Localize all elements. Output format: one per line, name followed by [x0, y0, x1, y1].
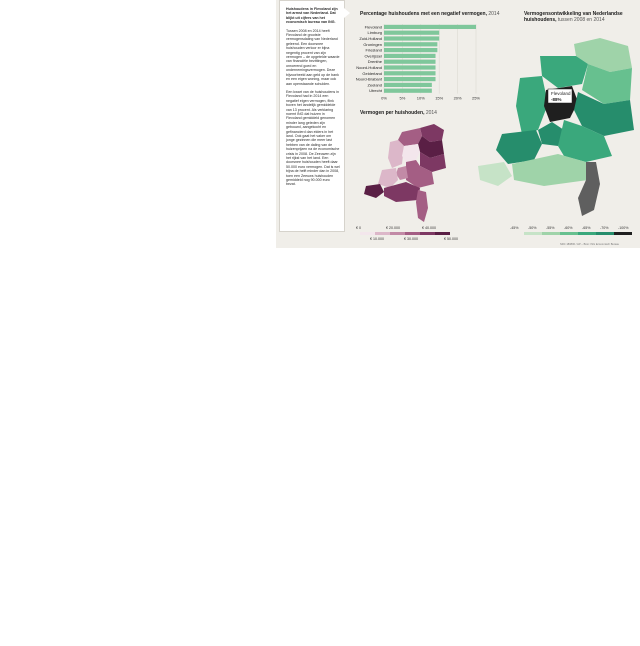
wealth-swatch-4 — [405, 232, 420, 235]
region-utrecht — [396, 166, 408, 180]
bar-gelderland — [384, 71, 436, 75]
change-legend-label: -55% — [546, 226, 555, 230]
change-legend-labels — [510, 226, 636, 230]
change-swatch-5 — [596, 232, 614, 235]
change-swatch-6 — [614, 232, 632, 235]
x-tick-label: 20% — [453, 95, 462, 101]
wealth-legend-label-50000: € 50.000 — [444, 237, 458, 241]
x-tick-label: 0% — [381, 95, 387, 101]
wealth-legend-label-0: € 0 — [356, 226, 361, 230]
bar-noord-brabant — [384, 77, 436, 81]
change-region-friesland — [540, 56, 588, 88]
region-noord-holland — [388, 140, 404, 168]
category-label: Utrecht — [369, 88, 382, 94]
x-tick-label: 25% — [471, 95, 481, 101]
category-label: Noord-Brabant — [355, 76, 382, 82]
change-legend-label: -70% — [600, 226, 609, 230]
wealth-legend-label-40000: € 40.000 — [422, 226, 436, 230]
change-legend-label: -50% — [528, 226, 537, 230]
category-label: Friesland — [365, 47, 382, 53]
change-map — [478, 34, 638, 224]
change-legend-scale — [524, 232, 632, 235]
category-label: Gelderland — [362, 70, 382, 76]
bar-noord-holland — [384, 65, 436, 69]
bar-limburg — [384, 31, 439, 35]
change-swatch-4 — [578, 232, 596, 235]
category-label: Noord-Holland — [356, 65, 382, 70]
callout-name: Flevoland — [551, 91, 571, 96]
wealth-map — [362, 118, 457, 226]
bar-zeeland — [384, 83, 432, 87]
wealth-legend-label-10000: € 10.000 — [370, 237, 384, 241]
sidebar-paragraph-2: Een kwart van de huishoudens in Flevoland had in 2014 een negatief eigen vermogen, flink boven het landelijk gemiddelde van 13 procent. Als verklaring noemt ING dat huizen in Flevoland gemiddeld genomen minder lang geleden zijn gebouwd, aangekocht en gefinancierd dan elders in het land. Ook gaat het vaker om jonge gezinnen die meer last hebben van de daling van de huizenprijzen na de economische crisis in 2008. De Zeeuwen zijn het rijkst van het land. Een doorsnee huishouden heeft daar 50.000 euro vermogen. Dat is wel bijna de helft minder dan in 2008, toen een Zeeuws huishouden gemiddeld nog 90.000 euro bezat. — [286, 89, 340, 187]
region-zeeland — [364, 184, 384, 198]
category-label: Groningen — [363, 41, 382, 47]
category-label: Zuid-Holland — [359, 36, 382, 41]
bar-zuid-holland — [384, 36, 439, 40]
change-map-title: Vermogensontwikkeling van Nederlandse huishoudens, tussen 2008 en 2014 — [524, 11, 623, 23]
change-legend-label: -100% — [618, 226, 629, 230]
sidebar-paragraph-1: Tussen 2008 en 2014 heeft Flevoland de grootste vermogensdaling van Nederland geleend. Een doorsnee huishouden verloor er bijna negentig procent van zijn vermogen – de opgetelde waarde van financiële bezittingen, onroerend goed en ondernemingsvermogen. Deze bijvoorbeeld aan geld op de bank en een eigen woning, maar ook aan openstaande schulden. — [286, 28, 340, 86]
wealth-swatch-2 — [375, 232, 390, 235]
category-label: Flevoland — [364, 24, 382, 30]
change-legend-label: -60% — [564, 226, 573, 230]
change-legend-label: -65% — [582, 226, 591, 230]
article-sidebar — [279, 0, 345, 232]
change-swatch-2 — [542, 232, 560, 235]
wealth-swatch-1 — [360, 232, 375, 235]
bar-chart-title: Percentage huishoudens met een negatief vermogen, 2014 — [360, 11, 500, 17]
change-legend — [510, 226, 636, 240]
change-map-regions — [478, 38, 634, 216]
x-tick-label: 5% — [399, 95, 406, 101]
bar-friesland — [384, 48, 437, 52]
wealth-legend-label-20000: € 20.000 — [386, 226, 400, 230]
bar-groningen — [384, 42, 437, 46]
category-label: Drenthe — [367, 59, 382, 65]
category-label: Limburg — [367, 30, 382, 36]
callout-value: -88% — [551, 97, 562, 102]
x-tick-label: 10% — [416, 95, 425, 101]
category-label: Zeeland — [367, 82, 382, 88]
region-flevoland — [402, 144, 420, 162]
x-tick-label: 15% — [435, 95, 444, 101]
wealth-swatch-3 — [390, 232, 405, 235]
wealth-swatch-5 — [420, 232, 435, 235]
bar-drenthe — [384, 60, 436, 64]
wealth-legend-label-30000: € 30.000 — [404, 237, 418, 241]
category-label: Overijssel — [364, 53, 382, 59]
sidebar-pointer — [344, 8, 350, 18]
source-credit: NRC 180806 / HP – Bron: ING Economisch Bureau — [560, 243, 620, 246]
bar-flevoland — [384, 25, 476, 29]
flevoland-callout — [548, 89, 572, 103]
bar-overijssel — [384, 54, 436, 58]
bar-chart — [340, 20, 490, 105]
sidebar-lead: Huishoudens in Flevoland zijn het armst van Nederland. Dat blijkt uit cijfers van het economisch bureau van ING. — [286, 7, 338, 25]
change-swatch-3 — [560, 232, 578, 235]
change-region-noord-holland — [516, 76, 548, 134]
wealth-map-regions — [364, 124, 446, 222]
change-legend-label: -45% — [510, 226, 519, 230]
region-limburg — [416, 190, 428, 222]
wealth-map-title: Vermogen per huishouden, 2014 — [360, 110, 437, 116]
change-region-zuid-holland — [496, 130, 542, 164]
bar-utrecht — [384, 89, 432, 93]
wealth-swatch-6 — [435, 232, 450, 235]
wealth-legend — [358, 226, 458, 242]
change-region-zeeland — [478, 162, 512, 186]
change-swatch-1 — [524, 232, 542, 235]
wealth-legend-scale — [360, 232, 450, 235]
